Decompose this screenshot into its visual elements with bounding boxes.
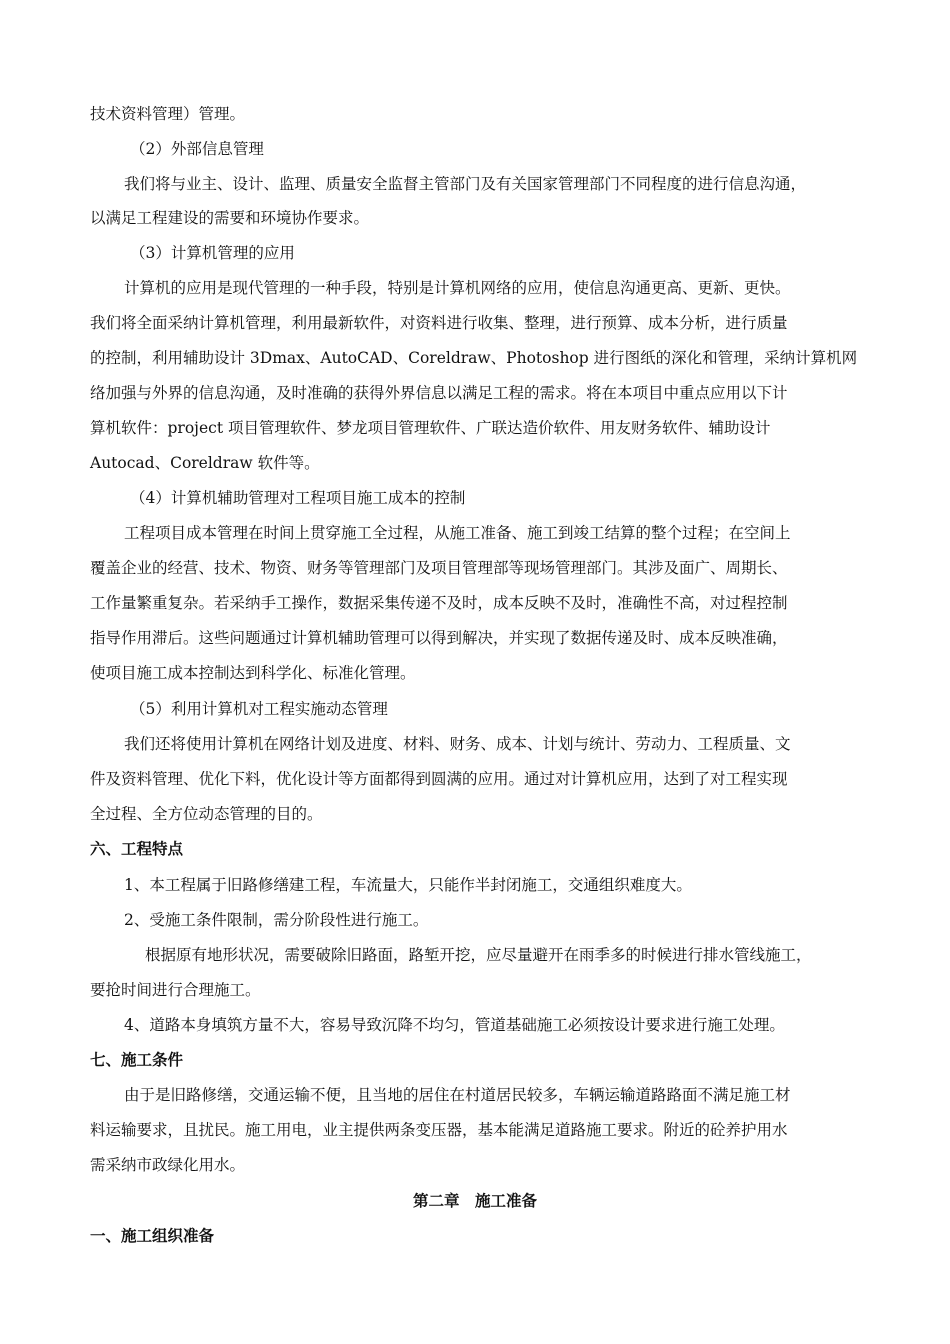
text-line: 技术资料管理）管理。 [90,105,246,123]
subsection-heading: （5）利用计算机对工程实施动态管理 [130,700,388,718]
text-line: 4、道路本身填筑方量不大，容易导致沉降不均匀，管道基础施工必须按设计要求进行施工处理。 [124,1016,785,1034]
text-line: 覆盖企业的经营、技术、物资、财务等管理部门及项目管理部等现场管理部门。其涉及面广、周期长、 [90,559,788,577]
section-heading: 一、施工组织准备 [90,1227,215,1245]
text-line: 以满足工程建设的需要和环境协作要求。 [90,209,370,227]
text-line: 我们将与业主、设计、监理、质量安全监督主管部门及有关国家管理部门不同程度的进行信息沟通， [124,175,807,193]
text-line: 我们将全面采纳计算机管理，利用最新软件，对资料进行收集、整理，进行预算、成本分析，进行质量 [90,314,788,332]
text-line: 料运输要求，且扰民。施工用电，业主提供两条变压器，基本能满足道路施工要求。附近的砼养护用水 [90,1121,788,1139]
section-heading: 六、工程特点 [90,840,184,858]
text-line: 根据原有地形状况，需要破除旧路面，路堑开挖，应尽量避开在雨季多的时候进行排水管线施工， [145,946,812,964]
text-line: 1、本工程属于旧路修缮建工程，车流量大，只能作半封闭施工，交通组织难度大。 [124,876,692,894]
text-line: 使项目施工成本控制达到科学化、标准化管理。 [90,664,416,682]
text-line: 2、受施工条件限制，需分阶段性进行施工。 [124,911,429,929]
section-heading: 七、施工条件 [90,1051,184,1069]
text-line: 我们还将使用计算机在网络计划及进度、材料、财务、成本、计划与统计、劳动力、工程质量、文 [124,735,791,753]
text-line: 需采纳市政绿化用水。 [90,1156,246,1174]
text-line: 要抢时间进行合理施工。 [90,981,261,999]
chapter-title: 第二章 施工准备 [412,1192,537,1210]
text-line: 全过程、全方位动态管理的目的。 [90,805,323,823]
subsection-heading: （4）计算机辅助管理对工程项目施工成本的控制 [130,489,466,507]
text-line: Autocad、Coreldraw 软件等。 [90,454,320,472]
text-line: 工作量繁重复杂。若采纳手工操作，数据采集传递不及时，成本反映不及时，准确性不高，对过程控制 [90,594,788,612]
subsection-heading: （3）计算机管理的应用 [130,244,295,262]
text-line: 指导作用滞后。这些问题通过计算机辅助管理可以得到解决，并实现了数据传递及时、成本反映准确， [90,629,788,647]
text-line: 络加强与外界的信息沟通，及时准确的获得外界信息以满足工程的需求。将在本项目中重点应用以下计 [90,384,788,402]
text-line: 件及资料管理、优化下料，优化设计等方面都得到圆满的应用。通过对计算机应用，达到了对工程实现 [90,770,788,788]
text-line: 计算机的应用是现代管理的一种手段，特别是计算机网络的应用，使信息沟通更高、更新、更快。 [124,279,791,297]
text-line: 由于是旧路修缮，交通运输不便，且当地的居住在村道居民较多，车辆运输道路路面不满足施工材 [124,1086,791,1104]
text-line: 工程项目成本管理在时间上贯穿施工全过程，从施工准备、施工到竣工结算的整个过程；在空间上 [124,524,791,542]
text-line: 的控制，利用辅助设计 3Dmax、AutoCAD、Coreldraw、Photoshop 进行图纸的深化和管理，采纳计算机网 [90,349,858,367]
subsection-heading: （2）外部信息管理 [130,140,264,158]
text-line: 算机软件：project 项目管理软件、梦龙项目管理软件、广联达造价软件、用友财务软件、辅助设计 [90,419,771,437]
